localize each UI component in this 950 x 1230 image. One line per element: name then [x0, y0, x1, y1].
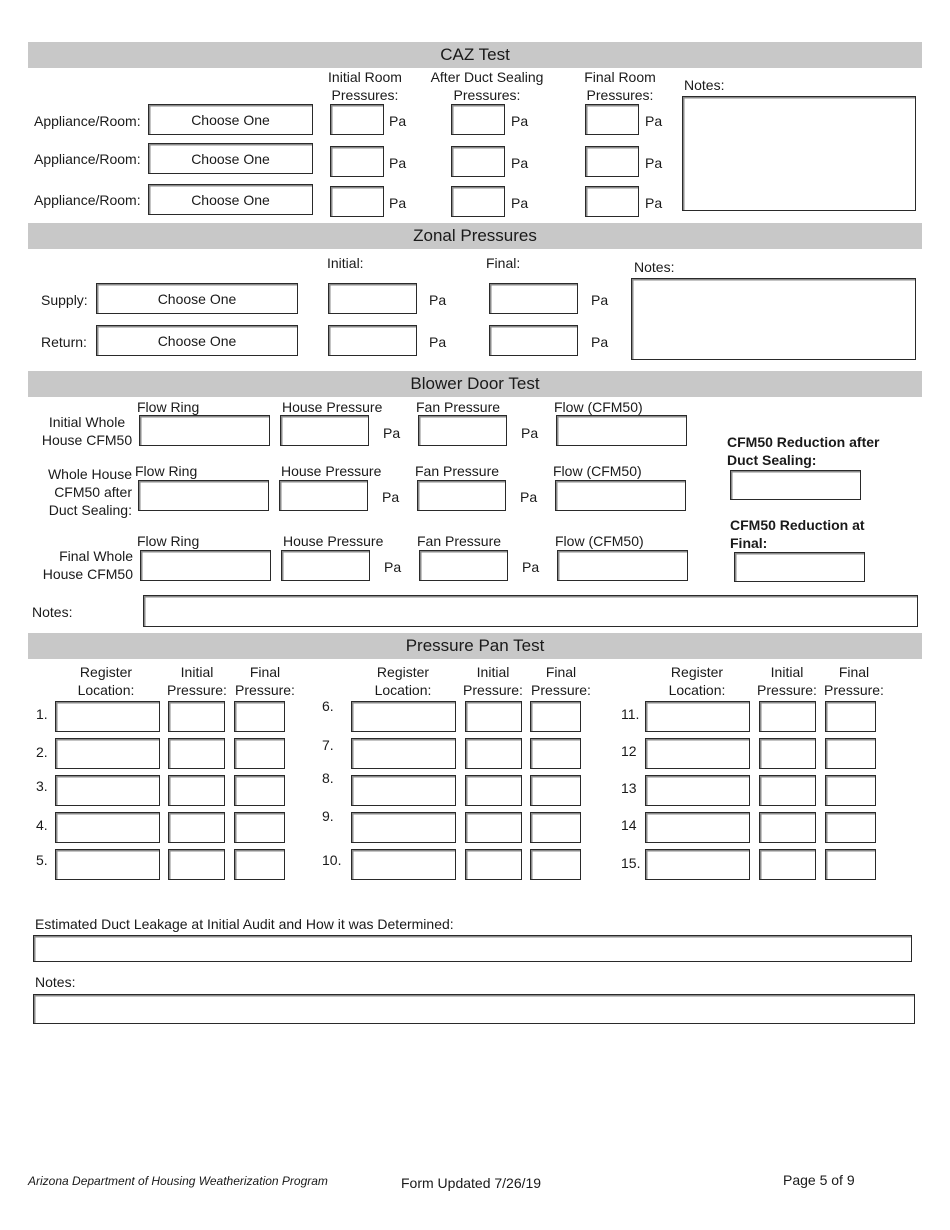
caz-appliance-select[interactable]: Choose One: [148, 104, 313, 135]
pan-section-header: Pressure Pan Test: [28, 633, 922, 659]
final-pressure-header: Final Pressure:: [531, 664, 591, 698]
house-pressure-header: House Pressure: [283, 533, 384, 549]
row2-flow-cfm50-input[interactable]: [555, 480, 686, 511]
row-number: 12: [621, 743, 637, 759]
row3-flow-ring-input[interactable]: [140, 550, 271, 581]
unit-label: Pa: [522, 559, 540, 575]
caz-after-input[interactable]: [451, 104, 505, 135]
row-number: 4.: [36, 817, 48, 833]
blower-row3-label: Final Whole House CFM50: [42, 548, 133, 582]
row-number: 9.: [322, 808, 334, 824]
initial-pressure-header: Initial Pressure:: [757, 664, 817, 698]
caz-after-col-header: After Duct Sealing Pressures:: [430, 69, 544, 103]
flow-cfm50-header: Flow (CFM50): [553, 463, 642, 479]
final-pressure-input[interactable]: [825, 775, 876, 806]
unit-label: Pa: [429, 334, 447, 350]
unit-label: Pa: [389, 113, 407, 129]
unit-label: Pa: [520, 489, 538, 505]
unit-label: Pa: [389, 155, 407, 171]
final-pressure-input[interactable]: [825, 849, 876, 880]
final-pressure-input[interactable]: [825, 812, 876, 843]
caz-initial-col-header: Initial Room Pressures:: [328, 69, 402, 103]
initial-pressure-input[interactable]: [759, 701, 816, 732]
row2-fan-pressure-input[interactable]: [417, 480, 506, 511]
final-pressure-input[interactable]: [234, 812, 285, 843]
final-pressure-header: Final Pressure:: [824, 664, 884, 698]
unit-label: Pa: [591, 292, 609, 308]
flow-ring-header: Flow Ring: [137, 399, 200, 415]
unit-label: Pa: [429, 292, 447, 308]
initial-pressure-input[interactable]: [465, 775, 522, 806]
row1-flow-cfm50-input[interactable]: [556, 415, 687, 446]
final-pressure-input[interactable]: [825, 738, 876, 769]
unit-label: Pa: [645, 113, 663, 129]
row-number: 7.: [322, 737, 334, 753]
reduction-final-input[interactable]: [734, 552, 865, 582]
duct-leakage-field[interactable]: [33, 935, 912, 962]
row3-house-pressure-input[interactable]: [281, 550, 370, 581]
final-pressure-input[interactable]: [234, 849, 285, 880]
initial-pressure-input[interactable]: [465, 812, 522, 843]
row3-flow-cfm50-input[interactable]: [557, 550, 688, 581]
register-location-input[interactable]: [55, 775, 160, 806]
unit-label: Pa: [645, 195, 663, 211]
final-pressure-input[interactable]: [530, 849, 581, 880]
caz-initial-input[interactable]: [330, 104, 384, 135]
zonal-section-header: Zonal Pressures: [28, 223, 922, 249]
caz-notes-label: Notes:: [684, 77, 725, 93]
register-location-input[interactable]: [645, 775, 750, 806]
caz-after-input[interactable]: [451, 146, 505, 177]
register-location-input[interactable]: [645, 812, 750, 843]
caz-after-input[interactable]: [451, 186, 505, 217]
caz-appliance-select[interactable]: Choose One: [148, 143, 313, 174]
caz-row-label: Appliance/Room:: [34, 113, 141, 129]
final-pressure-input[interactable]: [530, 775, 581, 806]
reduction-after-input[interactable]: [730, 470, 861, 500]
unit-label: Pa: [382, 489, 400, 505]
initial-pressure-input[interactable]: [759, 812, 816, 843]
row2-house-pressure-input[interactable]: [279, 480, 368, 511]
flow-ring-header: Flow Ring: [137, 533, 200, 549]
unit-label: Pa: [384, 559, 402, 575]
unit-label: Pa: [383, 425, 401, 441]
fan-pressure-header: Fan Pressure: [417, 533, 502, 549]
caz-final-input[interactable]: [585, 186, 639, 217]
caz-notes-field[interactable]: [682, 96, 916, 211]
register-location-input[interactable]: [645, 849, 750, 880]
row1-house-pressure-input[interactable]: [280, 415, 369, 446]
register-location-input[interactable]: [351, 738, 456, 769]
row1-flow-ring-input[interactable]: [139, 415, 270, 446]
final-pressure-input[interactable]: [234, 775, 285, 806]
final-notes-label: Notes:: [35, 974, 76, 990]
unit-label: Pa: [521, 425, 539, 441]
initial-pressure-input[interactable]: [168, 849, 225, 880]
row-number: 14: [621, 817, 637, 833]
initial-pressure-input[interactable]: [465, 738, 522, 769]
caz-initial-input[interactable]: [330, 186, 384, 217]
caz-final-col-header: Final Room Pressures:: [584, 69, 656, 103]
register-location-header: Register Location:: [374, 664, 432, 698]
unit-label: Pa: [645, 155, 663, 171]
zonal-supply-label: Supply:: [41, 292, 88, 308]
register-location-input[interactable]: [351, 701, 456, 732]
footer-org: Arizona Department of Housing Weatherization Program: [28, 1174, 328, 1188]
initial-pressure-input[interactable]: [168, 775, 225, 806]
register-location-input[interactable]: [645, 701, 750, 732]
blower-row1-label: Initial Whole House CFM50: [41, 414, 133, 448]
caz-appliance-select[interactable]: Choose One: [148, 184, 313, 215]
initial-pressure-input[interactable]: [465, 849, 522, 880]
initial-pressure-input[interactable]: [168, 738, 225, 769]
flow-ring-header: Flow Ring: [135, 463, 198, 479]
caz-section-header: CAZ Test: [28, 42, 922, 68]
register-location-input[interactable]: [55, 812, 160, 843]
blower-section-header: Blower Door Test: [28, 371, 922, 397]
initial-pressure-input[interactable]: [759, 775, 816, 806]
row-number: 1.: [36, 706, 48, 722]
house-pressure-header: House Pressure: [282, 399, 383, 415]
final-pressure-input[interactable]: [530, 812, 581, 843]
caz-initial-input[interactable]: [330, 146, 384, 177]
final-pressure-header: Final Pressure:: [235, 664, 295, 698]
row-number: 2.: [36, 744, 48, 760]
row-number: 13: [621, 780, 637, 796]
unit-label: Pa: [511, 113, 529, 129]
caz-final-input[interactable]: [585, 146, 639, 177]
unit-label: Pa: [511, 155, 529, 171]
initial-pressure-input[interactable]: [759, 849, 816, 880]
zonal-return-select[interactable]: Choose One: [96, 325, 298, 356]
final-pressure-input[interactable]: [234, 738, 285, 769]
zonal-return-label: Return:: [41, 334, 87, 350]
row-number: 6.: [322, 698, 334, 714]
final-pressure-input[interactable]: [825, 701, 876, 732]
row-number: 15.: [621, 855, 641, 871]
initial-pressure-input[interactable]: [168, 701, 225, 732]
initial-pressure-input[interactable]: [465, 701, 522, 732]
flow-cfm50-header: Flow (CFM50): [554, 399, 643, 415]
caz-row-label: Appliance/Room:: [34, 192, 141, 208]
register-location-input[interactable]: [351, 812, 456, 843]
initial-pressure-header: Initial Pressure:: [167, 664, 227, 698]
register-location-input[interactable]: [55, 738, 160, 769]
house-pressure-header: House Pressure: [281, 463, 382, 479]
register-location-header: Register Location:: [668, 664, 726, 698]
zonal-notes-label: Notes:: [634, 259, 675, 275]
row1-fan-pressure-input[interactable]: [418, 415, 507, 446]
footer-page: Page 5 of 9: [783, 1172, 855, 1188]
fan-pressure-header: Fan Pressure: [415, 463, 500, 479]
register-location-input[interactable]: [351, 849, 456, 880]
initial-pressure-header: Initial Pressure:: [463, 664, 523, 698]
duct-leakage-label: Estimated Duct Leakage at Initial Audit and How it was Determined:: [35, 916, 454, 932]
register-location-input[interactable]: [645, 738, 750, 769]
final-pressure-input[interactable]: [530, 701, 581, 732]
zonal-final-label: Final:: [486, 255, 521, 271]
blower-row2-label: Whole House CFM50 after Duct Sealing:: [47, 466, 132, 518]
caz-row-label: Appliance/Room:: [34, 151, 141, 167]
zonal-supply-final-input[interactable]: [489, 283, 578, 314]
unit-label: Pa: [511, 195, 529, 211]
reduction-after-label: CFM50 Reduction after Duct Sealing:: [727, 434, 880, 468]
final-notes-field[interactable]: [33, 994, 915, 1024]
blower-notes-label: Notes:: [32, 604, 73, 620]
zonal-return-final-input[interactable]: [489, 325, 578, 356]
flow-cfm50-header: Flow (CFM50): [555, 533, 644, 549]
row3-fan-pressure-input[interactable]: [419, 550, 508, 581]
zonal-return-initial-input[interactable]: [328, 325, 417, 356]
zonal-supply-select[interactable]: Choose One: [96, 283, 298, 314]
fan-pressure-header: Fan Pressure: [416, 399, 501, 415]
row-number: 5.: [36, 852, 48, 868]
zonal-notes-field[interactable]: [631, 278, 916, 360]
register-location-header: Register Location:: [77, 664, 135, 698]
zonal-initial-label: Initial:: [327, 255, 364, 271]
register-location-input[interactable]: [351, 775, 456, 806]
row-number: 10.: [322, 852, 342, 868]
row-number: 3.: [36, 778, 48, 794]
footer-updated: Form Updated 7/26/19: [401, 1175, 542, 1191]
zonal-supply-initial-input[interactable]: [328, 283, 417, 314]
unit-label: Pa: [591, 334, 609, 350]
final-pressure-input[interactable]: [530, 738, 581, 769]
initial-pressure-input[interactable]: [759, 738, 816, 769]
final-pressure-input[interactable]: [234, 701, 285, 732]
reduction-final-label: CFM50 Reduction at Final:: [730, 517, 865, 551]
row-number: 11.: [621, 706, 640, 722]
register-location-input[interactable]: [55, 849, 160, 880]
register-location-input[interactable]: [55, 701, 160, 732]
initial-pressure-input[interactable]: [168, 812, 225, 843]
unit-label: Pa: [389, 195, 407, 211]
blower-notes-field[interactable]: [143, 595, 918, 627]
row-number: 8.: [322, 770, 334, 786]
row2-flow-ring-input[interactable]: [138, 480, 269, 511]
caz-final-input[interactable]: [585, 104, 639, 135]
